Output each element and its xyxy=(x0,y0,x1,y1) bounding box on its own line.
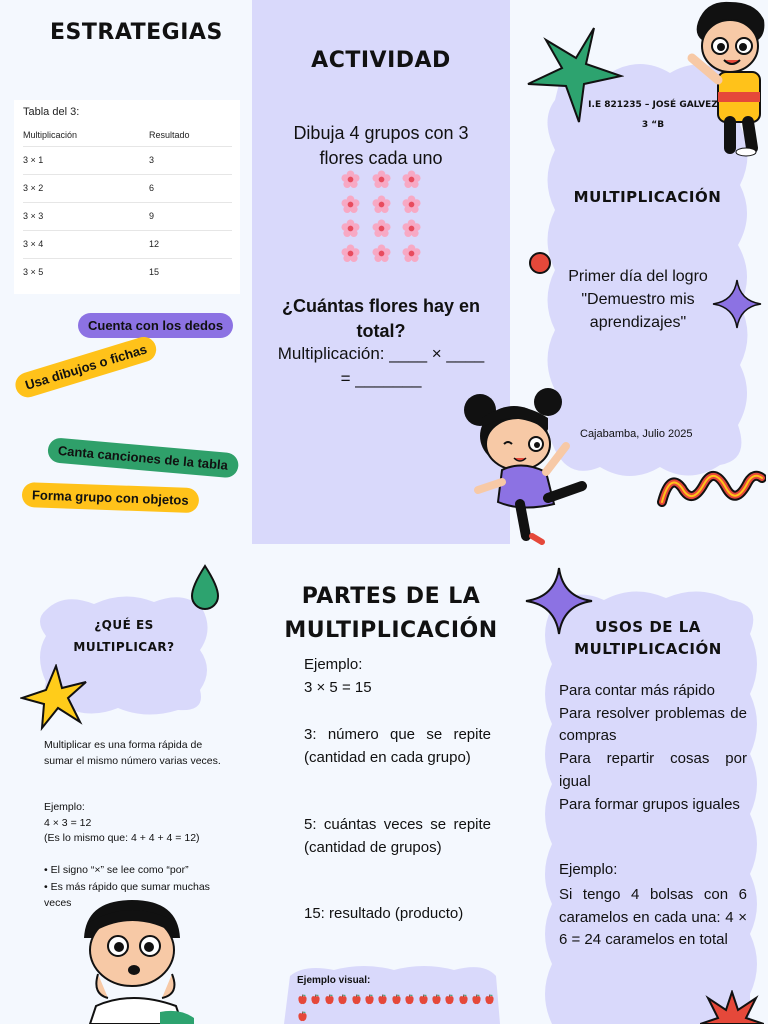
table-cell: 9 xyxy=(149,211,155,221)
what-is-multiply-heading-1: ¿QUÉ ES xyxy=(94,618,154,632)
girl-character-illustration xyxy=(462,386,590,546)
grade-label: 3 “B xyxy=(641,120,665,130)
parts-title-line-2: MULTIPLICACIÓN xyxy=(284,618,498,643)
apple-icon xyxy=(324,994,335,1005)
activity-title: ACTIVIDAD xyxy=(311,48,451,73)
table-cell: 6 xyxy=(149,183,155,193)
flower-icon xyxy=(402,244,421,263)
strategy-pill-use-drawings: Usa dibujos o fichas xyxy=(12,334,159,401)
yellow-star-icon xyxy=(20,664,90,732)
apple-icon xyxy=(364,994,375,1005)
uses-title-line-1: USOS DE LA xyxy=(595,618,701,636)
flower-icon xyxy=(372,170,391,189)
apple-icon xyxy=(484,994,495,1005)
apple-row xyxy=(297,990,498,1009)
squiggle-decoration xyxy=(656,466,766,510)
flower-icon xyxy=(341,244,360,263)
definition-example-label: Ejemplo: xyxy=(44,801,85,813)
table-row xyxy=(23,258,232,286)
bullet-1: • El signo “×” se lee como “por” xyxy=(44,864,189,876)
use-item: Para resolver problemas de compras xyxy=(559,704,747,745)
part-2-text: 5: cuántas veces se repite (cantidad de grupos) xyxy=(304,816,491,856)
school-name: I.E 821235 – JOSÉ GALVEZ xyxy=(588,100,718,110)
strategy-pill-group-objects: Forma grupo con objetos xyxy=(22,482,199,513)
parts-title-line-1: PARTES DE LA xyxy=(301,584,481,609)
red-dot-icon xyxy=(528,251,552,275)
flower-icon xyxy=(372,219,391,238)
strategy-pill-count-fingers: Cuenta con los dedos xyxy=(78,313,233,338)
flower-icon xyxy=(372,244,391,263)
use-item: Para contar más rápido xyxy=(559,682,715,699)
definition-example-note: (Es lo mismo que: 4 + 4 + 4 = 12) xyxy=(44,832,200,844)
part-3-text: 15: resultado (producto) xyxy=(304,905,464,922)
boy-character-illustration xyxy=(682,0,768,158)
flower-icon xyxy=(372,195,391,214)
flower-icon xyxy=(402,219,421,238)
uses-title-line-2: MULTIPLICACIÓN xyxy=(574,640,722,658)
apple-icon xyxy=(310,994,321,1005)
use-item: Para repartir cosas por igual xyxy=(559,750,747,790)
apple-icon xyxy=(458,994,469,1005)
apple-icon xyxy=(404,994,415,1005)
surprised-boy-illustration xyxy=(76,894,200,1024)
apple-icon xyxy=(471,994,482,1005)
apple-icon xyxy=(377,994,388,1005)
use-item: Para formar grupos iguales xyxy=(559,795,740,813)
apple-icon xyxy=(297,994,308,1005)
parts-example-expr: 3 × 5 = 15 xyxy=(304,679,372,696)
definition-example-expr: 4 × 3 = 12 xyxy=(44,817,92,829)
flower-icon xyxy=(402,195,421,214)
cover-subtitle: Primer día del logro "Demuestro mis aprendizajes" xyxy=(568,268,708,331)
activity-instruction: Dibuja 4 grupos con 3 flores cada uno xyxy=(293,123,469,168)
flower-icon xyxy=(341,219,360,238)
definition-text: Multiplicar es una forma rápida de sumar el mismo número varias veces. xyxy=(44,739,221,767)
table-cell: 3 × 5 xyxy=(23,267,44,278)
flower-group-row xyxy=(252,195,510,220)
apple-icon xyxy=(391,994,402,1005)
answer-line-1: Multiplicación: ____ × ____ xyxy=(277,344,485,363)
table-cell: 3 × 4 xyxy=(23,239,44,249)
uses-example-text: Si tengo 4 bolsas con 6 caramelos en cada una: 4 × 6 = 24 caramelos en total xyxy=(559,886,747,949)
flower-group-row xyxy=(252,219,510,244)
table-caption: Tabla del 3: xyxy=(23,106,80,118)
bullet-2: • Es más rápido que sumar muchas veces xyxy=(44,881,210,909)
table-header-result: Resultado xyxy=(149,129,190,140)
table-row xyxy=(23,174,232,202)
apple-icon xyxy=(297,1011,308,1022)
table-cell: 3 × 3 xyxy=(23,211,44,221)
apple-icon xyxy=(337,994,348,1005)
uses-example-label: Ejemplo: xyxy=(559,861,618,878)
table-cell: 15 xyxy=(149,267,160,278)
apple-icon xyxy=(418,994,429,1005)
table-cell: 3 xyxy=(149,155,155,165)
parts-example-label: Ejemplo: xyxy=(304,656,363,673)
table-cell: 3 × 2 xyxy=(23,183,44,193)
multiplication-table xyxy=(23,124,232,286)
apple-row xyxy=(297,1007,310,1024)
apple-icon xyxy=(431,994,442,1005)
place-date: Cajabamba, Julio 2025 xyxy=(580,428,693,440)
flower-grid xyxy=(252,170,510,268)
activity-question: ¿Cuántas flores hay en total? xyxy=(281,296,481,341)
part-1-text: 3: número que se repite (cantidad en cada grupo) xyxy=(304,726,491,766)
green-drop-icon xyxy=(188,564,222,614)
table-row xyxy=(23,146,232,174)
flower-group-row xyxy=(252,244,510,269)
apple-icon xyxy=(351,994,362,1005)
green-star-icon xyxy=(524,26,624,126)
table-cell: 3 × 1 xyxy=(23,155,44,165)
flower-icon xyxy=(402,170,421,189)
purple-sparkle-icon xyxy=(711,278,763,330)
table-row xyxy=(23,202,232,230)
visual-example-label: Ejemplo visual: xyxy=(297,975,371,986)
table-cell: 12 xyxy=(149,239,160,249)
multiplication-table-card xyxy=(14,100,240,294)
red-star-icon xyxy=(700,990,764,1024)
uses-list xyxy=(559,680,747,816)
answer-line-2: = _______ xyxy=(340,369,422,388)
cover-title: MULTIPLICACIÓN xyxy=(573,188,722,206)
table-header-multiplication: Multiplicación xyxy=(23,129,78,140)
what-is-multiply-heading-2: MULTIPLICAR? xyxy=(73,640,175,654)
apple-icon xyxy=(444,994,455,1005)
table-row xyxy=(23,230,232,258)
strategies-title: ESTRATEGIAS xyxy=(50,20,223,45)
flower-icon xyxy=(341,170,360,189)
flower-icon xyxy=(341,195,360,214)
flower-group-row xyxy=(252,170,510,195)
strategy-pill-sing-songs: Canta canciones de la tabla xyxy=(47,437,239,479)
